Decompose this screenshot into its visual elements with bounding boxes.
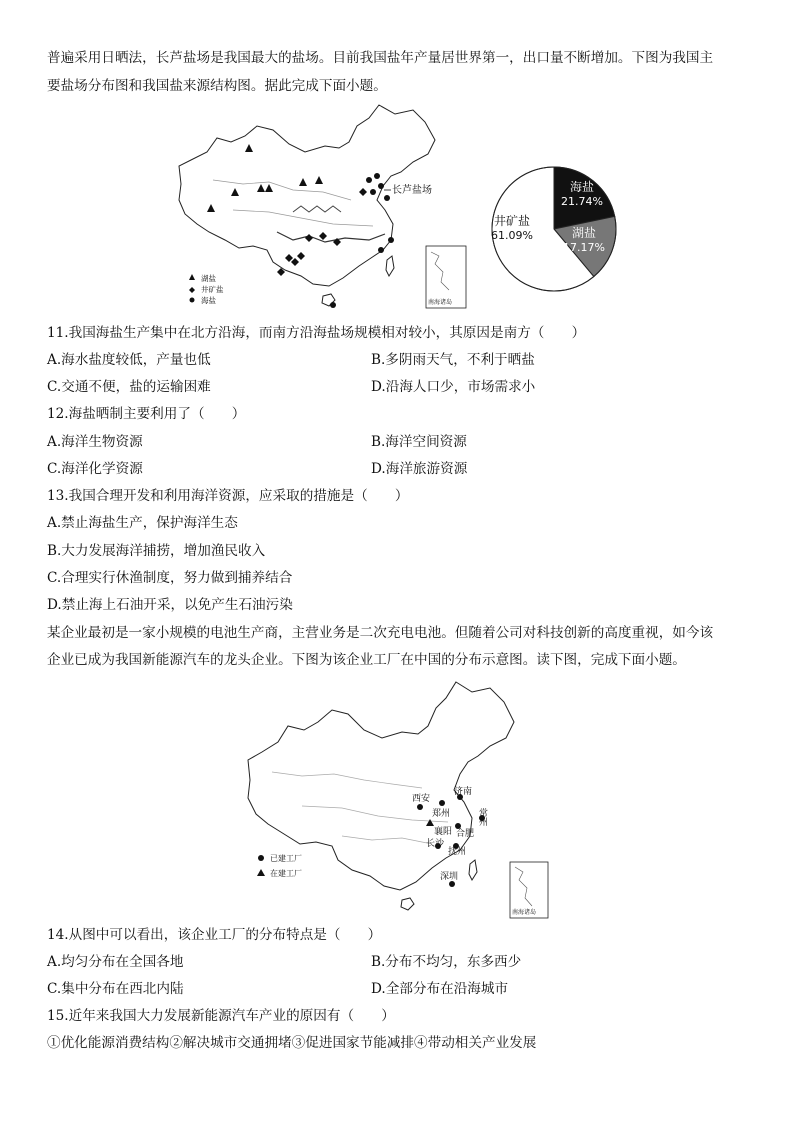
changlu-label: 长芦盐场 — [392, 185, 432, 196]
q14-option-c[interactable]: C.集中分布在西北内陆 — [47, 981, 184, 997]
pie-label-name-1: 海盐 — [569, 180, 595, 194]
q11-option-d[interactable]: D.沿海人口少，市场需求小 — [371, 379, 536, 395]
city-shenzhen: 深圳 — [440, 872, 459, 882]
svg-text:南海诸岛: 南海诸岛 — [512, 909, 537, 916]
map2-legend — [257, 853, 302, 878]
city-xian: 西安 — [412, 794, 431, 804]
city-fuzhou: 抚州 — [448, 847, 467, 857]
pie-label-value-2: 17.17% — [563, 241, 605, 254]
q13-stem: 13.我国合理开发和利用海洋资源，应采取的措施是（ ） — [47, 488, 409, 504]
map1-legend — [189, 273, 224, 305]
intro2-line2: 企业已成为我国新能源汽车的龙头企业。下图为该企业工厂在中国的分布示意图。读下图，完成下面小题。 — [47, 652, 686, 668]
intro2-line1: 某企业最初是一家小规模的电池生产商，主营业务是二次充电电池。但随着公司对科技创新的高度重视，如今该 — [47, 625, 714, 641]
q13-option-c[interactable]: C.合理实行休渔制度，努力做到捕养结合 — [47, 570, 293, 586]
q11-stem: 11.我国海盐生产集中在北方沿海，而南方沿海盐场规模相对较小，其原因是南方（ ） — [47, 325, 586, 341]
q14-option-d[interactable]: D.全部分布在沿海城市 — [371, 981, 509, 997]
city-hefei: 合肥 — [456, 829, 475, 839]
q12-stem: 12.海盐晒制主要利用了（ ） — [47, 406, 246, 422]
q11-option-a[interactable]: A.海水盐度较低，产量也低 — [47, 352, 211, 368]
q11-option-b[interactable]: B.多阴雨天气，不利于晒盐 — [371, 352, 535, 368]
pie-label-name-3: 井矿盐 — [493, 214, 531, 228]
q12-option-d[interactable]: D.海洋旅游资源 — [371, 461, 468, 477]
q12-option-c[interactable]: C.海洋化学资源 — [47, 461, 143, 477]
pie-label-name-2: 湖盐 — [571, 226, 597, 240]
intro1-line1: 普遍采用日晒法，长芦盐场是我国最大的盐场。目前我国盐年产量居世界第一，出口量不断增加。下图为我国主 — [47, 50, 714, 66]
intro1-line2: 要盐场分布图和我国盐来源结构图。据此完成下面小题。 — [47, 78, 387, 94]
legend-built: 已建工厂 — [270, 854, 302, 863]
q13-option-b[interactable]: B.大力发展海洋捕捞，增加渔民收入 — [47, 543, 266, 559]
q15-options: ①优化能源消费结构②解决城市交通拥堵③促进国家节能减排④带动相关产业发展 — [47, 1035, 537, 1051]
q12-option-b[interactable]: B.海洋空间资源 — [371, 434, 467, 450]
q13-option-a[interactable]: A.禁止海盐生产，保护海洋生态 — [47, 515, 238, 531]
city-xiangyang: 襄阳 — [434, 827, 453, 837]
map2-south-sea-inset — [510, 862, 548, 918]
pie-label-value-3: 61.09% — [491, 229, 533, 242]
pie-label-value-1: 21.74% — [561, 195, 603, 208]
city-changzhou: 常州 — [477, 808, 487, 826]
hainan-island — [401, 898, 414, 910]
q14-stem: 14.从图中可以看出，该企业工厂的分布特点是（ ） — [47, 927, 382, 943]
q14-option-b[interactable]: B.分布不均匀，东多西少 — [371, 954, 522, 970]
legend-lake-salt: 湖盐 — [201, 274, 216, 283]
legend-building: 在建工厂 — [270, 869, 302, 878]
q12-option-a[interactable]: A.海洋生物资源 — [47, 434, 143, 450]
factory-distribution-map — [242, 676, 554, 920]
salt-field-map — [173, 100, 478, 312]
factory-dot-zhengzhou — [439, 800, 445, 806]
taiwan-island — [386, 256, 394, 276]
factory-dot-xian — [417, 804, 423, 810]
taiwan-island — [469, 860, 477, 880]
svg-text:南海诸岛: 南海诸岛 — [428, 299, 453, 306]
factory-building-xiangyang — [426, 819, 434, 826]
legend-sea-salt: 海盐 — [201, 296, 216, 305]
map1-south-sea-inset — [426, 246, 466, 308]
legend-well-salt: 井矿盐 — [201, 285, 224, 294]
city-changsha: 长沙 — [426, 839, 445, 849]
q15-stem: 15.近年来我国大力发展新能源汽车产业的原因有（ ） — [47, 1008, 395, 1024]
salt-source-pie-chart — [484, 162, 624, 296]
q11-option-c[interactable]: C.交通不便，盐的运输困难 — [47, 379, 211, 395]
city-jinan: 济南 — [454, 787, 473, 797]
city-zhengzhou: 郑州 — [432, 809, 451, 819]
q14-option-a[interactable]: A.均匀分布在全国各地 — [47, 954, 184, 970]
q13-option-d[interactable]: D.禁止海上石油开采，以免产生石油污染 — [47, 597, 293, 613]
